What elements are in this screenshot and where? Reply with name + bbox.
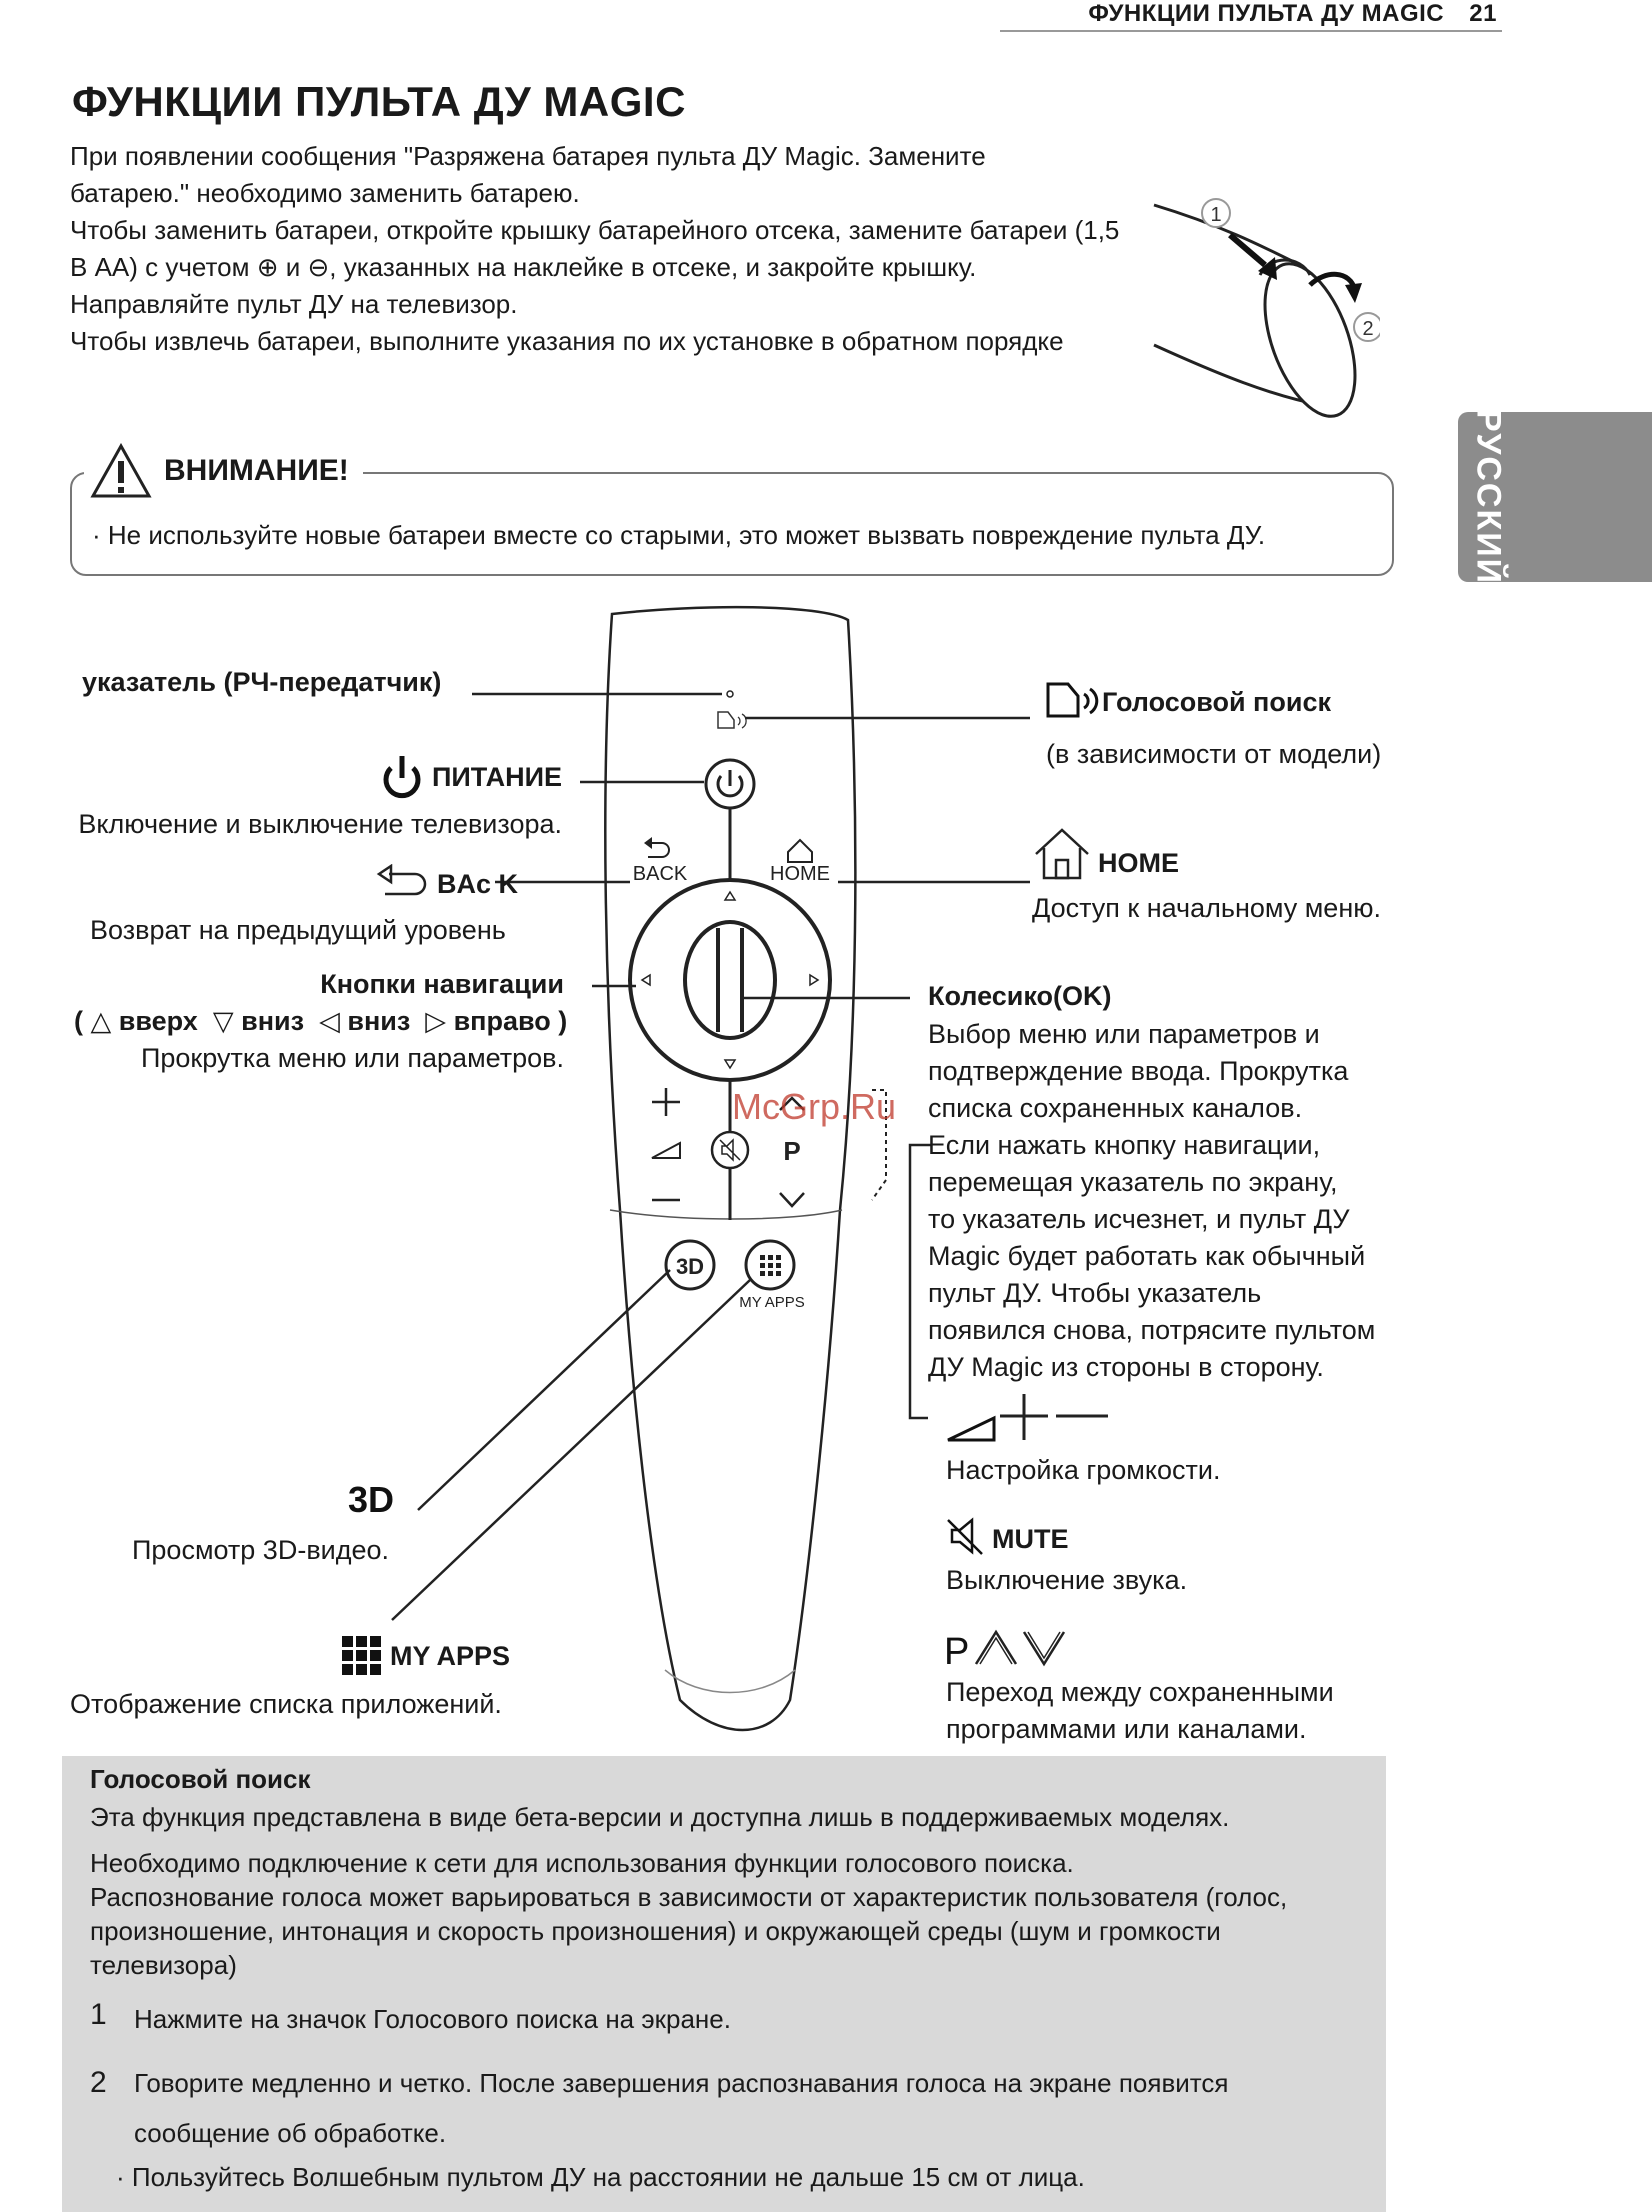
step1-label: 1 — [1210, 204, 1222, 226]
volume-desc: Настройка громкости. — [946, 1455, 1221, 1485]
home-title: HOME — [1098, 848, 1179, 878]
3d-icon — [348, 1478, 402, 1518]
home-button-label: HOME — [770, 863, 830, 885]
header-rule — [1000, 30, 1502, 32]
intro-p3: Чтобы извлечь батареи, выполните указания по их установке в обратном порядке — [70, 326, 1064, 356]
wheel-title: Колесико(OK) — [928, 981, 1112, 1011]
language-tab — [1458, 408, 1652, 586]
back-icon — [375, 864, 431, 904]
mute-desc: Выключение звука. — [946, 1565, 1188, 1595]
page-number: 21 — [1469, 0, 1497, 27]
my-apps-grid-icon — [340, 1634, 384, 1678]
bullet: · — [92, 520, 108, 550]
page-header — [1088, 0, 1497, 28]
channel-p-symbol: P — [944, 1631, 970, 1672]
intro-and: и — [285, 252, 301, 282]
back-desc: Возврат на предыдущий уровень — [90, 915, 506, 945]
intro-text — [70, 138, 1150, 360]
wheel-desc-line: перемещая указатель по экрану, — [928, 1167, 1338, 1197]
power-callout — [378, 752, 562, 802]
intro-p2 — [70, 212, 1130, 323]
channel-symbols-icon — [944, 1624, 1080, 1672]
up-triangle-icon: △ — [90, 1006, 112, 1036]
down-triangle-icon: ▽ — [212, 1006, 234, 1036]
back-button-label: BACK — [632, 863, 688, 885]
nav-down-label: вниз — [241, 1006, 305, 1036]
wheel-desc-line: Выбор меню или параметров и — [928, 1019, 1320, 1049]
warning-title: ВНИМАНИЕ! — [164, 454, 349, 487]
power-desc: Включение и выключение телевизора. — [78, 809, 562, 839]
voice-note-line2: Необходимо подключение к сети для использования функции голосового поиска. — [90, 1848, 1074, 1878]
my-apps-button-label: MY APPS — [739, 1294, 805, 1311]
nav-up-label: вверх — [118, 1006, 198, 1036]
myapps-desc: Отображение списка приложений. — [70, 1689, 502, 1719]
intro-p2a: Чтобы заменить батареи, откройте крышку батарейного отсека, замените батареи (1,5 В АА) с учетом — [70, 215, 1120, 282]
3d-button-label: 3D — [675, 1254, 705, 1279]
wheel-desc-line: Если нажать кнопку навигации, — [928, 1130, 1321, 1160]
home-icon — [1032, 826, 1092, 882]
3d-desc: Просмотр 3D-видео. — [132, 1535, 390, 1565]
wheel-desc-line: Magic будет работать как обычный — [928, 1241, 1366, 1271]
minus-symbol: ⊖ — [307, 252, 330, 282]
step-text: Говорите медленно и четко. После завершения распознавания голоса на экране появится сообщение об обработке. — [134, 2068, 1229, 2148]
home-desc: Доступ к начальному меню. — [1032, 893, 1381, 923]
voice-note-bullet — [90, 2160, 1370, 2194]
step2-label: 2 — [1362, 318, 1374, 340]
battery-cover-illustration — [1140, 185, 1380, 435]
channel-desc-line: Переход между сохраненными — [946, 1677, 1334, 1707]
myapps-callout — [340, 1634, 510, 1678]
nav-title: Кнопки навигации — [320, 969, 564, 999]
svg-text:3D: 3D — [348, 1479, 395, 1518]
intro-p2b: , указанных на наклейке в отсеке, и закройте крышку. Направляйте пульт ДУ на телевизор. — [70, 252, 977, 319]
voice-note-step1 — [90, 1998, 1370, 2036]
warning-heading — [84, 443, 363, 499]
wheel-desc-line: подтверждение ввода. Прокрутка — [928, 1056, 1349, 1086]
home-callout — [1032, 826, 1179, 882]
back-title: BAc K — [436, 868, 518, 899]
3d-callout-icon-wrap — [348, 1478, 402, 1523]
voice-desc: (в зависимости от модели) — [1046, 739, 1382, 769]
power-icon — [378, 752, 426, 802]
nav-directions — [74, 1003, 567, 1040]
voice-note-heading: Голосовой поиск — [90, 1764, 311, 1794]
wheel-desc-line: пульт ДУ. Чтобы указатель — [928, 1278, 1262, 1308]
power-title: ПИТАНИЕ — [431, 761, 562, 792]
nav-desc: Прокрутка меню или параметров. — [140, 1043, 564, 1073]
wheel-desc-line: появился снова, потрясите пультом — [928, 1315, 1376, 1345]
voice-callout — [1044, 680, 1331, 724]
pointer-label: указатель (РЧ-передатчик) — [82, 667, 442, 697]
wheel-desc — [928, 1016, 1375, 1386]
intro-p1: При появлении сообщения "Разряжена батарея пульта ДУ Magic. Замените батарею." необходимо заменить батарею. — [70, 141, 986, 208]
channel-desc-line: программами или каналами. — [946, 1714, 1307, 1744]
voice-title: Голосовой поиск — [1102, 686, 1331, 717]
mute-callout — [944, 1514, 1069, 1558]
wheel-desc-line: списка сохраненных каналов. — [928, 1093, 1303, 1123]
nav-open: ( — [74, 1006, 83, 1036]
wheel-desc-line: то указатель исчезнет, и пульт ДУ — [928, 1204, 1350, 1234]
header-section: ФУНКЦИИ ПУЛЬТА ДУ MAGIC — [1088, 0, 1445, 27]
volume-symbols-icon — [944, 1390, 1114, 1446]
myapps-title: MY APPS — [390, 1640, 511, 1671]
warning-text — [92, 520, 1265, 551]
mute-title: MUTE — [992, 1524, 1069, 1554]
left-triangle-icon: ◁ — [319, 1006, 340, 1036]
voice-note-step2 — [90, 2058, 1364, 2158]
back-callout — [375, 864, 518, 904]
plus-symbol: ⊕ — [256, 252, 279, 282]
voice-search-icon — [1044, 680, 1102, 724]
nav-right-label: вправо — [453, 1006, 551, 1036]
voice-note-line3: Распознование голоса может варьироваться в зависимости от характеристик пользователя (голос, произношение, интонация и скорость произношения) и окружающей среды (шум и громкости телевизора) — [90, 1882, 1288, 1980]
bullet: · — [116, 2162, 132, 2192]
voice-note-line1: Эта функция представлена в виде бета-версии и доступна лишь в поддерживаемых моделях. — [90, 1802, 1230, 1832]
watermark: McGrp.Ru — [732, 1086, 897, 1127]
nav-close: ) — [558, 1006, 568, 1036]
step-text: Нажмите на значок Голосового поиска на экране. — [134, 2004, 731, 2034]
right-triangle-icon: ▷ — [425, 1006, 447, 1036]
wheel-desc-line: ДУ Magic из стороны в сторону. — [928, 1352, 1324, 1382]
voice-note — [90, 1762, 1370, 2194]
step-number: 1 — [90, 1998, 107, 2031]
channel-p-label: P — [783, 1136, 801, 1166]
mute-icon — [944, 1514, 988, 1558]
page-title: ФУНКЦИИ ПУЛЬТА ДУ MAGIC — [72, 78, 686, 125]
ok-wheel[interactable] — [685, 922, 775, 1038]
bullet-text: Пользуйтесь Волшебным пультом ДУ на расстоянии не дальше 15 см от лица. — [131, 2162, 1085, 2192]
warning-triangle-icon — [90, 443, 152, 499]
channel-desc — [946, 1674, 1334, 1748]
step-number: 2 — [90, 2066, 107, 2099]
warning-text-content: Не используйте новые батареи вместе со старыми, это может вызвать повреждение пульта ДУ. — [107, 520, 1266, 550]
language-tab-label: РУССКИЙ — [1469, 408, 1508, 586]
nav-left-label: вниз — [347, 1006, 411, 1036]
